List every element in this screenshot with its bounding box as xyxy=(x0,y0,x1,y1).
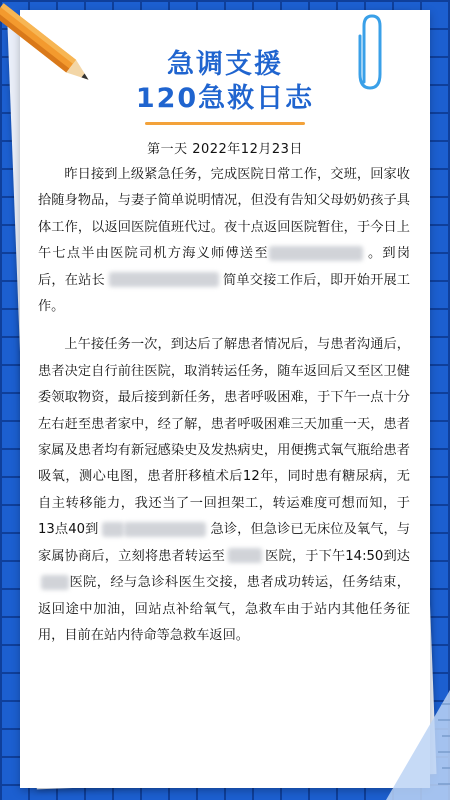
paragraph-1-part-2: 。到岗后，在站长 xyxy=(38,246,411,288)
paragraph-2-part-3: 医院，于下午14:50到达 xyxy=(264,548,410,564)
day-date-line: 第一天 2022年12月23日 xyxy=(147,142,303,157)
paragraph-2-part-1: 上午接任务一次，到达后了解患者情况后，与患者沟通后，患者决定自行前往医院，取消转运任务，随车返回后又至区卫健委领取物资，最后接到新任务，患者呼吸困难，于下午一点十分左右赶至患者家中，经了解，患者呼吸困难三天加重一天，患者家属及患者均有新冠感染史及发热病史，用便携式氧气瓶给患者吸氧，测心电图，患者肝移植术后12年，同时患有糖尿病，无自主转移能力，我还当了一回担架工，转运难度可想而知，于13点40到 xyxy=(38,337,410,538)
diary-paper xyxy=(20,10,430,788)
paragraph-2-part-2: 急诊，但急诊已无床位及氧气，与家属协商后，立刻将患者转运至 xyxy=(38,522,411,564)
redacted-location xyxy=(269,246,363,261)
redacted-hospital-1b xyxy=(124,522,206,537)
pencil-icon xyxy=(0,0,112,110)
title-underline xyxy=(145,122,305,125)
title-line-1: 急调支援 xyxy=(167,49,283,80)
redacted-hospital-2 xyxy=(228,548,262,563)
paragraph-1-part-3: 简单交接工作后，即开始开展工作。 xyxy=(38,272,411,315)
redacted-name xyxy=(109,272,219,287)
paragraph-2 xyxy=(38,332,410,649)
paragraph-2-part-4: 医院，经与急诊科医生交接，患者成功转运，任务结束，返回途中加油，回站点补给氧气，急救车由于站内其他任务征用，目前在站内待命等急救车返回。 xyxy=(38,575,410,643)
redacted-hospital-3 xyxy=(41,575,69,590)
title-line-2: 120急救日志 xyxy=(135,83,315,114)
paragraph-1 xyxy=(38,162,410,320)
paper-clip-icon xyxy=(350,12,390,94)
redacted-hospital-1 xyxy=(102,522,124,537)
diary-body xyxy=(38,162,410,661)
paragraph-1-part-1: 昨日接到上级紧急任务，完成医院日常工作，交班，回家收拾随身物品，与妻子简单说明情况，但没有告知父母奶奶孩子具体工作，以返回医院值班代过。夜十点返回医院暂住，于今日上午七点半由医院司机方海义师傅送至 xyxy=(38,167,410,262)
ruler-icon xyxy=(386,690,450,800)
